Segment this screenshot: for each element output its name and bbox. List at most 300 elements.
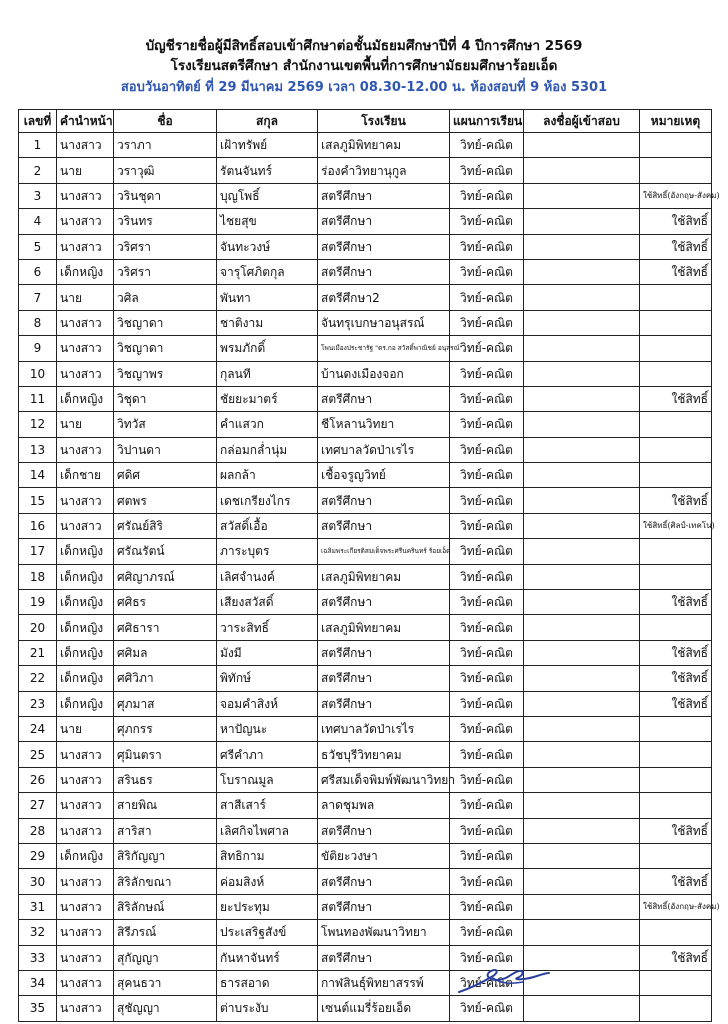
signature-cell xyxy=(524,615,640,640)
last-name: ประเสริฐสังข์ xyxy=(217,920,318,945)
school-name: เทศบาลวัดป่าเรไร xyxy=(318,437,450,462)
study-plan: วิทย์-คณิต xyxy=(450,361,524,386)
row-number: 21 xyxy=(19,640,57,665)
row-number: 6 xyxy=(19,259,57,284)
row-number: 14 xyxy=(19,463,57,488)
school-name: สตรีศึกษา xyxy=(318,818,450,843)
last-name: สาสีเสาร์ xyxy=(217,793,318,818)
note-cell xyxy=(640,133,712,158)
first-name: สิริลักขณา xyxy=(114,869,217,894)
row-number: 28 xyxy=(19,818,57,843)
row-number: 17 xyxy=(19,539,57,564)
signature-cell xyxy=(524,843,640,868)
note-cell: ใช้สิทธิ์ xyxy=(640,640,712,665)
study-plan: วิทย์-คณิต xyxy=(450,742,524,767)
table-row xyxy=(19,310,712,335)
signature-cell xyxy=(524,920,640,945)
name-prefix: นาย xyxy=(57,158,114,183)
table-row xyxy=(19,970,712,995)
note-cell xyxy=(640,843,712,868)
study-plan: วิทย์-คณิต xyxy=(450,615,524,640)
table-row xyxy=(19,259,712,284)
name-prefix: เด็กหญิง xyxy=(57,666,114,691)
school-name: บ้านดงเมืองจอก xyxy=(318,361,450,386)
first-name: ศศิธารา xyxy=(114,615,217,640)
row-number: 11 xyxy=(19,386,57,411)
signature-cell xyxy=(524,336,640,361)
note-cell xyxy=(640,920,712,945)
study-plan: วิทย์-คณิต xyxy=(450,970,524,995)
name-prefix: นางสาว xyxy=(57,818,114,843)
school-name: เซนต์แมรี่ร้อยเอ็ด xyxy=(318,996,450,1021)
name-prefix: เด็กหญิง xyxy=(57,386,114,411)
signature-cell xyxy=(524,590,640,615)
study-plan: วิทย์-คณิต xyxy=(450,894,524,919)
table-row xyxy=(19,336,712,361)
school-name: สตรีศึกษา2 xyxy=(318,285,450,310)
first-name: วราวุฒิ xyxy=(114,158,217,183)
note-cell: ใช้สิทธิ์(อังกฤษ-สังคม) xyxy=(640,894,712,919)
last-name: ศรีคำภา xyxy=(217,742,318,767)
name-prefix: นางสาว xyxy=(57,361,114,386)
first-name: สาริสา xyxy=(114,818,217,843)
note-cell xyxy=(640,285,712,310)
last-name: เดชเกรียงไกร xyxy=(217,488,318,513)
school-name: สตรีศึกษา xyxy=(318,640,450,665)
header-note: หมายเหตุ xyxy=(640,110,712,133)
table-row xyxy=(19,945,712,970)
first-name: สรินธร xyxy=(114,767,217,792)
signature-cell xyxy=(524,564,640,589)
study-plan: วิทย์-คณิต xyxy=(450,386,524,411)
note-cell: ใช้สิทธิ์ xyxy=(640,691,712,716)
first-name: วราภา xyxy=(114,133,217,158)
school-name: สตรีศึกษา xyxy=(318,259,450,284)
note-cell xyxy=(640,996,712,1021)
study-plan: วิทย์-คณิต xyxy=(450,209,524,234)
school-name: กาฬสินธุ์พิทยาสรรพ์ xyxy=(318,970,450,995)
row-number: 26 xyxy=(19,767,57,792)
row-number: 1 xyxy=(19,133,57,158)
name-prefix: นางสาว xyxy=(57,767,114,792)
school-name: สตรีศึกษา xyxy=(318,234,450,259)
first-name: ศุภมาส xyxy=(114,691,217,716)
name-prefix: นางสาว xyxy=(57,793,114,818)
last-name: หาปัญนะ xyxy=(217,716,318,741)
first-name: วริศรา xyxy=(114,259,217,284)
row-number: 32 xyxy=(19,920,57,945)
row-number: 35 xyxy=(19,996,57,1021)
name-prefix: เด็กหญิง xyxy=(57,564,114,589)
note-cell: ใช้สิทธิ์ xyxy=(640,234,712,259)
signature-cell xyxy=(524,209,640,234)
row-number: 33 xyxy=(19,945,57,970)
first-name: สิริลักษณ์ xyxy=(114,894,217,919)
school-name: ธวัชบุรีวิทยาคม xyxy=(318,742,450,767)
header-no: เลขที่ xyxy=(19,110,57,133)
signature-cell xyxy=(524,793,640,818)
note-cell xyxy=(640,767,712,792)
signature-cell xyxy=(524,183,640,208)
study-plan: วิทย์-คณิต xyxy=(450,133,524,158)
last-name: เสียงสวัสดิ์ xyxy=(217,590,318,615)
last-name: คำแสวก xyxy=(217,412,318,437)
table-row xyxy=(19,183,712,208)
last-name: พันทา xyxy=(217,285,318,310)
row-number: 19 xyxy=(19,590,57,615)
name-prefix: นางสาว xyxy=(57,183,114,208)
table-row xyxy=(19,666,712,691)
row-number: 3 xyxy=(19,183,57,208)
row-number: 31 xyxy=(19,894,57,919)
table-row xyxy=(19,437,712,462)
signature-cell xyxy=(524,666,640,691)
last-name: กล่อมกล่ำนุ่ม xyxy=(217,437,318,462)
school-name: สตรีศึกษา xyxy=(318,894,450,919)
row-number: 22 xyxy=(19,666,57,691)
header-lastname: สกุล xyxy=(217,110,318,133)
school-name: เสลภูมิพิทยาคม xyxy=(318,133,450,158)
study-plan: วิทย์-คณิต xyxy=(450,488,524,513)
row-number: 7 xyxy=(19,285,57,310)
name-prefix: นางสาว xyxy=(57,970,114,995)
header-signature: ลงชื่อผู้เข้าสอบ xyxy=(524,110,640,133)
first-name: ศดิศ xyxy=(114,463,217,488)
name-prefix: นางสาว xyxy=(57,234,114,259)
signature-cell xyxy=(524,640,640,665)
signature-cell xyxy=(524,463,640,488)
school-name: สตรีศึกษา xyxy=(318,666,450,691)
school-name: สตรีศึกษา xyxy=(318,183,450,208)
last-name: ธารสอาด xyxy=(217,970,318,995)
row-number: 8 xyxy=(19,310,57,335)
table-row xyxy=(19,539,712,564)
signature-cell xyxy=(524,742,640,767)
first-name: ศตพร xyxy=(114,488,217,513)
candidate-table xyxy=(18,109,720,1022)
note-cell: ใช้สิทธิ์ xyxy=(640,945,712,970)
first-name: สุคนธวา xyxy=(114,970,217,995)
table-row xyxy=(19,767,712,792)
last-name: สิทธิกาม xyxy=(217,843,318,868)
school-name: เทศบาลวัดป่าเรไร xyxy=(318,716,450,741)
school-name: เฉลิมพระเกียรติสมเด็จพระศรีนครินทร์ ร้อยเอ็ด xyxy=(318,539,450,564)
study-plan: วิทย์-คณิต xyxy=(450,412,524,437)
first-name: วิชุดา xyxy=(114,386,217,411)
study-plan: วิทย์-คณิต xyxy=(450,996,524,1021)
note-cell: ใช้สิทธิ์ xyxy=(640,259,712,284)
first-name: ศุมินตรา xyxy=(114,742,217,767)
note-cell xyxy=(640,158,712,183)
first-name: ศศิธร xyxy=(114,590,217,615)
table-row xyxy=(19,513,712,538)
note-cell xyxy=(640,437,712,462)
school-name: จันทรุเบกษาอนุสรณ์ xyxy=(318,310,450,335)
name-prefix: นางสาว xyxy=(57,336,114,361)
row-number: 24 xyxy=(19,716,57,741)
name-prefix: นางสาว xyxy=(57,869,114,894)
name-prefix: เด็กหญิง xyxy=(57,640,114,665)
study-plan: วิทย์-คณิต xyxy=(450,945,524,970)
study-plan: วิทย์-คณิต xyxy=(450,666,524,691)
signature-cell xyxy=(524,996,640,1021)
first-name: ศรัณรัตน์ xyxy=(114,539,217,564)
last-name: ชัยยะมาตร์ xyxy=(217,386,318,411)
study-plan: วิทย์-คณิต xyxy=(450,259,524,284)
last-name: เลิศกิจไพศาล xyxy=(217,818,318,843)
signature-cell xyxy=(524,310,640,335)
last-name: ภาระบุตร xyxy=(217,539,318,564)
study-plan: วิทย์-คณิต xyxy=(450,513,524,538)
last-name: จอมคำสิงห์ xyxy=(217,691,318,716)
name-prefix: เด็กชาย xyxy=(57,463,114,488)
school-name: เสลภูมิพิทยาคม xyxy=(318,615,450,640)
last-name: กันหาจันทร์ xyxy=(217,945,318,970)
note-cell xyxy=(640,361,712,386)
first-name: สายพิณ xyxy=(114,793,217,818)
note-cell: ใช้สิทธิ์ xyxy=(640,386,712,411)
study-plan: วิทย์-คณิต xyxy=(450,437,524,462)
name-prefix: เด็กหญิง xyxy=(57,691,114,716)
note-cell xyxy=(640,539,712,564)
table-body xyxy=(19,133,720,1022)
document-title: บัญชีรายชื่อผู้มีสิทธิ์สอบเข้าศึกษาต่อชั้นมัธยมศึกษาปีที่ 4 ปีการศึกษา 2569 xyxy=(145,38,583,54)
first-name: วิชญาดา xyxy=(114,336,217,361)
name-prefix: เด็กหญิง xyxy=(57,843,114,868)
table-row xyxy=(19,386,712,411)
first-name: สุชัญญา xyxy=(114,996,217,1021)
school-name: ร่องคำวิทยานุกูล xyxy=(318,158,450,183)
table-row xyxy=(19,234,712,259)
note-cell xyxy=(640,310,712,335)
signature-mark xyxy=(453,962,553,998)
note-cell: ใช้สิทธิ์ xyxy=(640,818,712,843)
row-number: 20 xyxy=(19,615,57,640)
signature-cell xyxy=(524,412,640,437)
table-row xyxy=(19,716,712,741)
name-prefix: นางสาว xyxy=(57,996,114,1021)
study-plan: วิทย์-คณิต xyxy=(450,463,524,488)
note-cell xyxy=(640,716,712,741)
signature-cell xyxy=(524,513,640,538)
note-cell: ใช้สิทธิ์(อังกฤษ-สังคม) xyxy=(640,183,712,208)
note-cell xyxy=(640,615,712,640)
study-plan: วิทย์-คณิต xyxy=(450,869,524,894)
last-name: ชาติงาม xyxy=(217,310,318,335)
table-row xyxy=(19,488,712,513)
last-name: เฝ้าทรัพย์ xyxy=(217,133,318,158)
last-name: พรมภักดิ์ xyxy=(217,336,318,361)
school-name: สตรีศึกษา xyxy=(318,513,450,538)
row-number: 18 xyxy=(19,564,57,589)
school-name: สตรีศึกษา xyxy=(318,869,450,894)
table-row xyxy=(19,564,712,589)
table-row xyxy=(19,463,712,488)
study-plan: วิทย์-คณิต xyxy=(450,843,524,868)
first-name: สิรีภรณ์ xyxy=(114,920,217,945)
study-plan: วิทย์-คณิต xyxy=(450,767,524,792)
study-plan: วิทย์-คณิต xyxy=(450,920,524,945)
row-number: 29 xyxy=(19,843,57,868)
signature-cell xyxy=(524,818,640,843)
first-name: วริศรา xyxy=(114,234,217,259)
note-cell xyxy=(640,793,712,818)
table-row xyxy=(19,158,712,183)
first-name: วรินชุดา xyxy=(114,183,217,208)
study-plan: วิทย์-คณิต xyxy=(450,158,524,183)
note-cell xyxy=(640,742,712,767)
name-prefix: นางสาว xyxy=(57,437,114,462)
last-name: กุลนที xyxy=(217,361,318,386)
row-number: 25 xyxy=(19,742,57,767)
note-cell: ใช้สิทธิ์ xyxy=(640,590,712,615)
table-row xyxy=(19,412,712,437)
table-row xyxy=(19,285,712,310)
signature-cell xyxy=(524,259,640,284)
name-prefix: เด็กหญิง xyxy=(57,539,114,564)
signature-cell xyxy=(524,869,640,894)
note-cell: ใช้สิทธิ์ xyxy=(640,666,712,691)
signature-cell xyxy=(524,234,640,259)
note-cell xyxy=(640,564,712,589)
last-name: ยะประทุม xyxy=(217,894,318,919)
study-plan: วิทย์-คณิต xyxy=(450,336,524,361)
header-plan: แผนการเรียน xyxy=(450,110,524,133)
row-number: 30 xyxy=(19,869,57,894)
school-name: สตรีศึกษา xyxy=(318,386,450,411)
first-name: สุกัญญา xyxy=(114,945,217,970)
name-prefix: เด็กหญิง xyxy=(57,615,114,640)
school-name: ขัติยะวงษา xyxy=(318,843,450,868)
school-name: สตรีศึกษา xyxy=(318,691,450,716)
signature-cell xyxy=(524,158,640,183)
last-name: จารุโศภิตกุล xyxy=(217,259,318,284)
table-row xyxy=(19,133,712,158)
note-cell: ใช้สิทธิ์ xyxy=(640,209,712,234)
last-name: ผลกล้า xyxy=(217,463,318,488)
row-number: 15 xyxy=(19,488,57,513)
signature-cell xyxy=(524,437,640,462)
first-name: วศิล xyxy=(114,285,217,310)
name-prefix: เด็กหญิง xyxy=(57,590,114,615)
name-prefix: นางสาว xyxy=(57,945,114,970)
row-number: 2 xyxy=(19,158,57,183)
name-prefix: นาย xyxy=(57,412,114,437)
school-name: โพนทองพัฒนาวิทยา xyxy=(318,920,450,945)
header-prefix: คำนำหน้า xyxy=(57,110,114,133)
row-number: 34 xyxy=(19,970,57,995)
last-name: บุญโพธิ์ xyxy=(217,183,318,208)
last-name: ต่าบระงับ xyxy=(217,996,318,1021)
signature-cell xyxy=(524,539,640,564)
study-plan: วิทย์-คณิต xyxy=(450,285,524,310)
signature-cell xyxy=(524,894,640,919)
first-name: ศศิมล xyxy=(114,640,217,665)
row-number: 13 xyxy=(19,437,57,462)
note-cell: ใช้สิทธิ์(ศิลป์-เทคโน) xyxy=(640,513,712,538)
note-cell: ใช้สิทธิ์ xyxy=(640,488,712,513)
last-name: เลิศจำนงค์ xyxy=(217,564,318,589)
first-name: วิปานดา xyxy=(114,437,217,462)
study-plan: วิทย์-คณิต xyxy=(450,310,524,335)
signature-cell xyxy=(524,716,640,741)
school-name: สตรีศึกษา xyxy=(318,945,450,970)
signature-cell xyxy=(524,133,640,158)
study-plan: วิทย์-คณิต xyxy=(450,716,524,741)
last-name: พิทักษ์ xyxy=(217,666,318,691)
table-row xyxy=(19,361,712,386)
study-plan: วิทย์-คณิต xyxy=(450,590,524,615)
name-prefix: นางสาว xyxy=(57,920,114,945)
last-name: รัตนจันทร์ xyxy=(217,158,318,183)
table-row xyxy=(19,691,712,716)
last-name: จันทะวงษ์ xyxy=(217,234,318,259)
table-row xyxy=(19,640,712,665)
name-prefix: นางสาว xyxy=(57,742,114,767)
study-plan: วิทย์-คณิต xyxy=(450,564,524,589)
table-row xyxy=(19,920,712,945)
signature-cell xyxy=(524,767,640,792)
table-row xyxy=(19,894,712,919)
table-row xyxy=(19,742,712,767)
study-plan: วิทย์-คณิต xyxy=(450,818,524,843)
note-cell xyxy=(640,970,712,995)
name-prefix: นางสาว xyxy=(57,488,114,513)
school-name: เสลภูมิพิทยาคม xyxy=(318,564,450,589)
table-row xyxy=(19,793,712,818)
name-prefix: นางสาว xyxy=(57,133,114,158)
header-firstname: ชื่อ xyxy=(114,110,217,133)
table-row xyxy=(19,843,712,868)
exam-info: สอบวันอาทิตย์ ที่ 29 มีนาคม 2569 เวลา 08.30-12.00 น. ห้องสอบที่ 9 ห้อง 5301 xyxy=(120,80,608,95)
row-number: 23 xyxy=(19,691,57,716)
note-cell xyxy=(640,336,712,361)
study-plan: วิทย์-คณิต xyxy=(450,793,524,818)
study-plan: วิทย์-คณิต xyxy=(450,539,524,564)
study-plan: วิทย์-คณิต xyxy=(450,234,524,259)
name-prefix: เด็กหญิง xyxy=(57,259,114,284)
school-name: สตรีศึกษา xyxy=(318,590,450,615)
study-plan: วิทย์-คณิต xyxy=(450,691,524,716)
note-cell xyxy=(640,412,712,437)
row-number: 4 xyxy=(19,209,57,234)
row-number: 16 xyxy=(19,513,57,538)
school-name: โพนเมืองประชารัฐ "ดร.กอ สวัสดิ์พาณิชย์ อนุสรณ์" xyxy=(318,336,450,361)
name-prefix: นางสาว xyxy=(57,209,114,234)
signature-cell xyxy=(524,285,640,310)
first-name: วิทวัส xyxy=(114,412,217,437)
note-cell xyxy=(640,463,712,488)
school-name: สตรีศึกษา xyxy=(318,488,450,513)
document-header xyxy=(0,36,728,98)
first-name: วิชญาพร xyxy=(114,361,217,386)
first-name: ศศิญาภรณ์ xyxy=(114,564,217,589)
school-name: เชื้อจรูญวิทย์ xyxy=(318,463,450,488)
row-number: 10 xyxy=(19,361,57,386)
table-row xyxy=(19,869,712,894)
name-prefix: นางสาว xyxy=(57,513,114,538)
last-name: มังมี xyxy=(217,640,318,665)
first-name: ศรัณย์สิริ xyxy=(114,513,217,538)
school-name: ชีโหลานวิทยา xyxy=(318,412,450,437)
study-plan: วิทย์-คณิต xyxy=(450,640,524,665)
last-name: วาระสิทธิ์ xyxy=(217,615,318,640)
last-name: ไชยสุข xyxy=(217,209,318,234)
table-row xyxy=(19,209,712,234)
last-name: ค่อมสิงห์ xyxy=(217,869,318,894)
table-row xyxy=(19,818,712,843)
table-row xyxy=(19,590,712,615)
